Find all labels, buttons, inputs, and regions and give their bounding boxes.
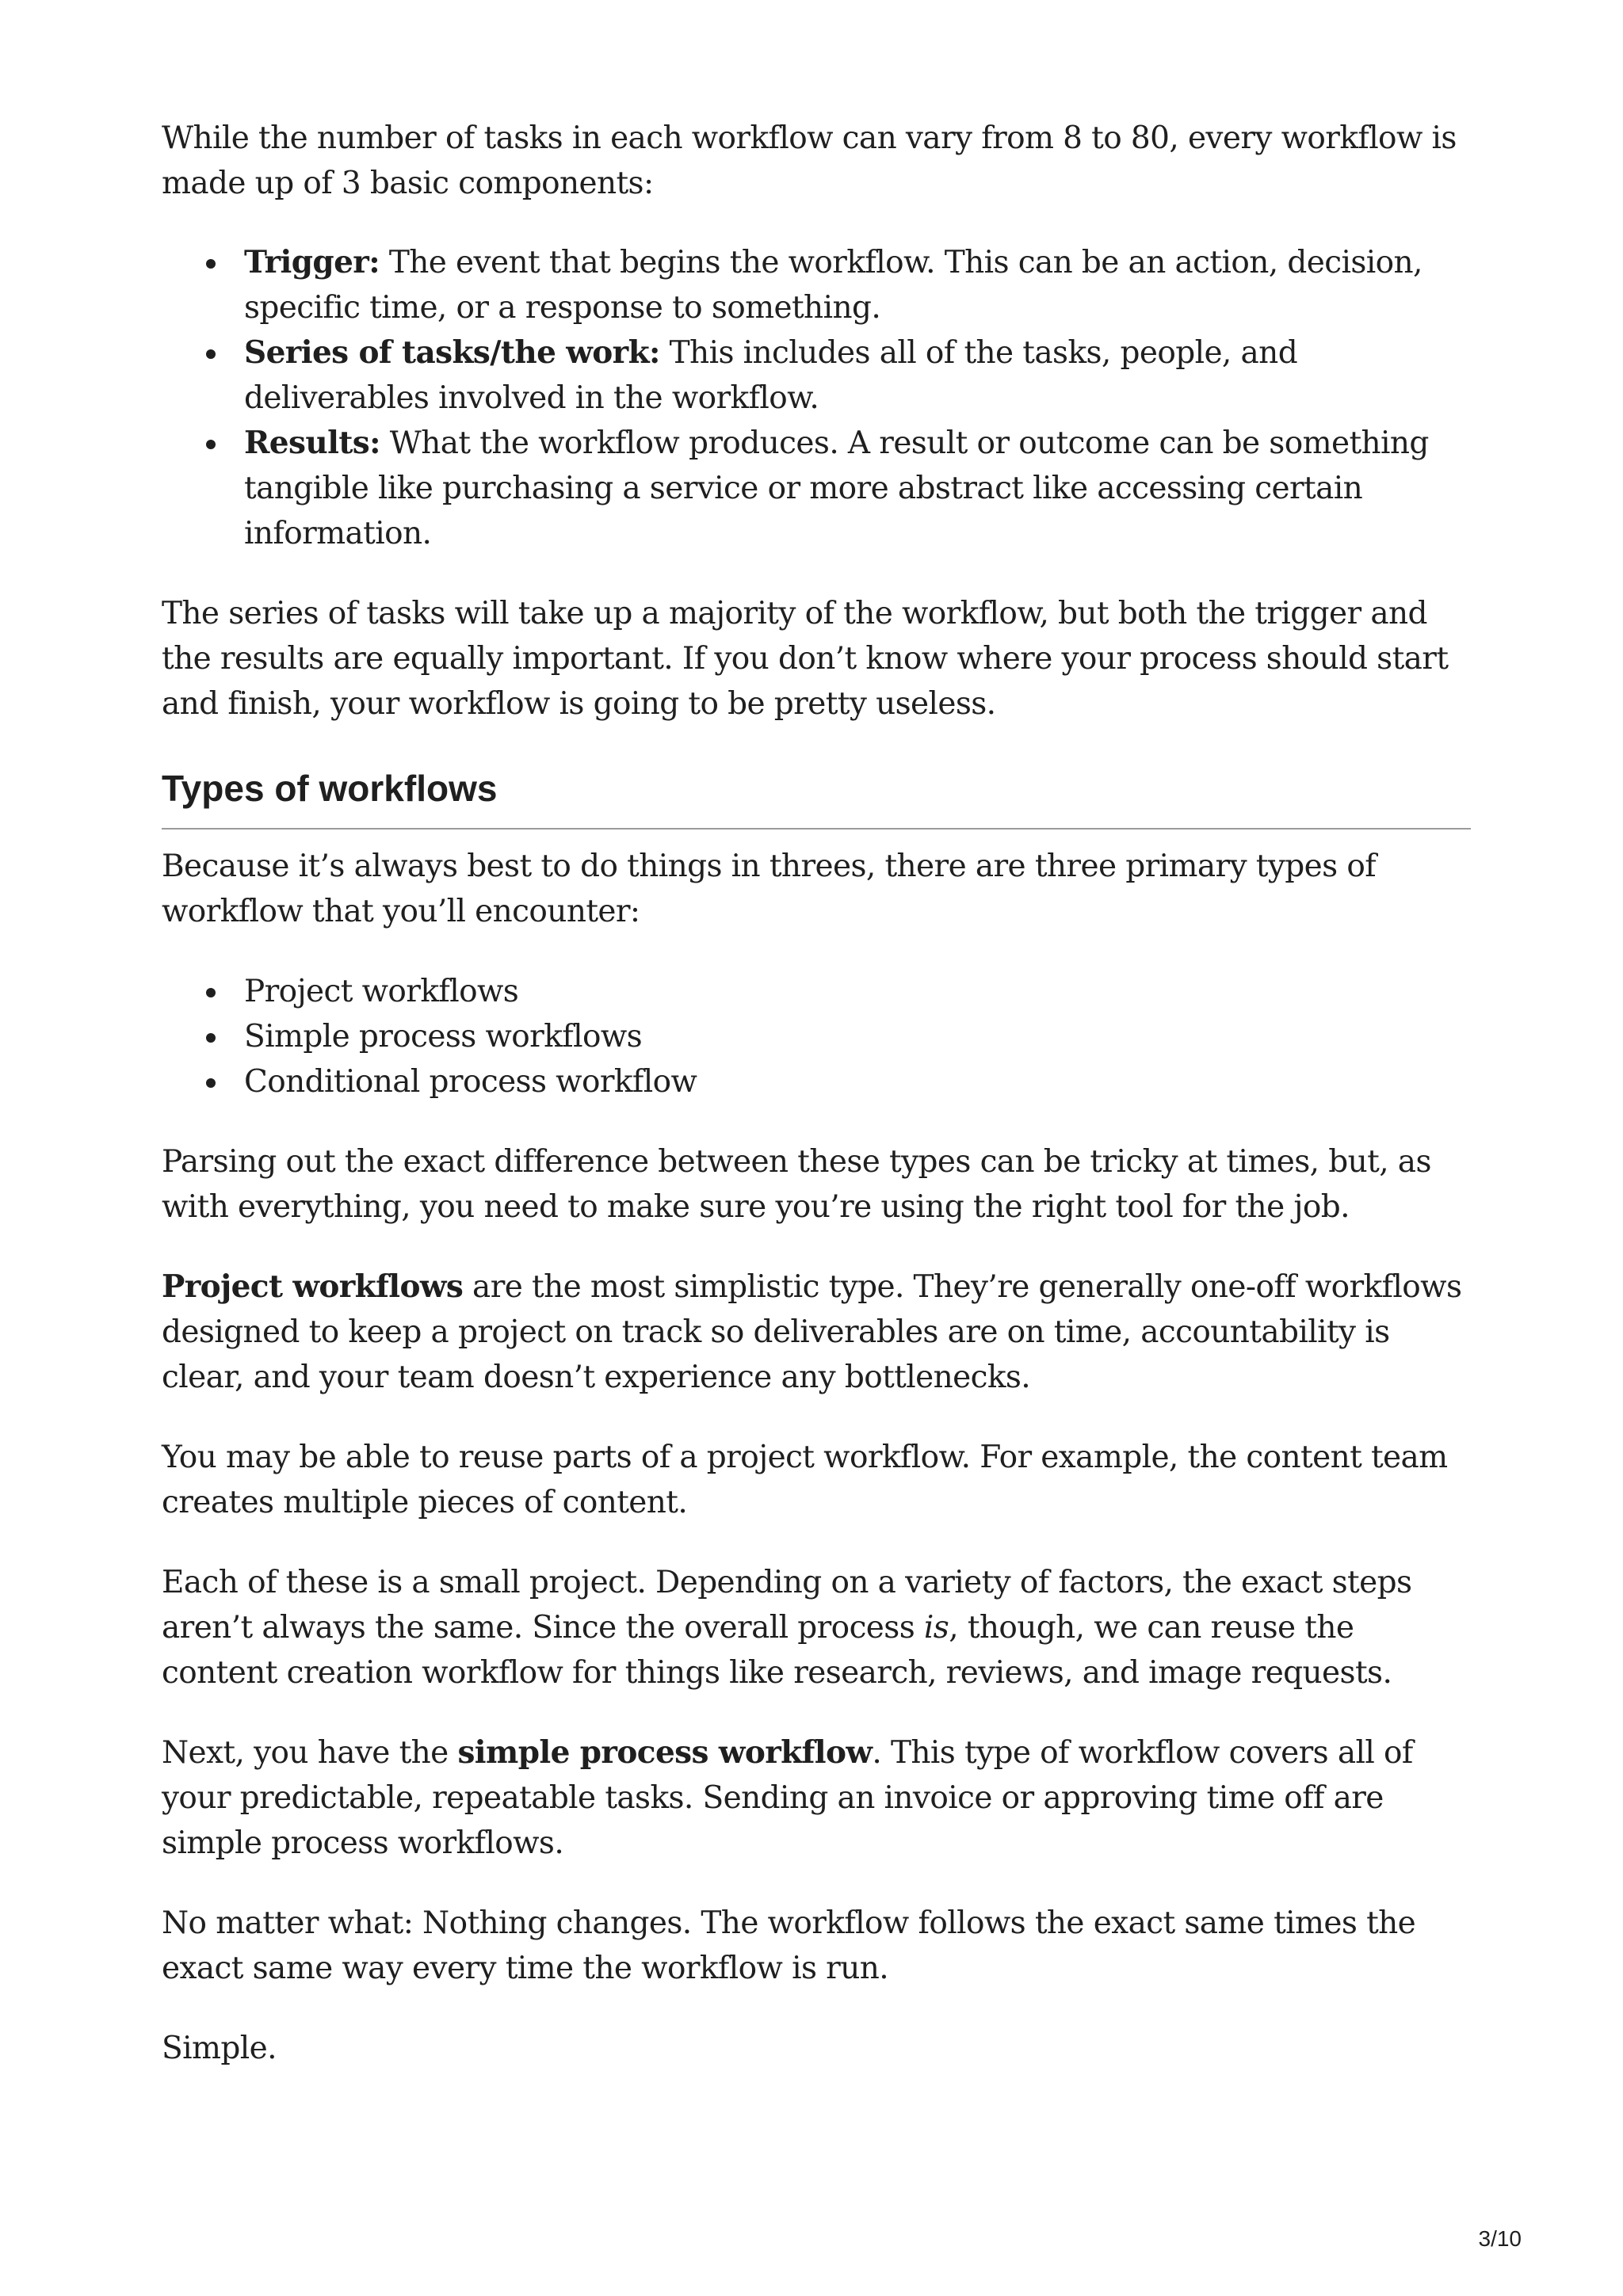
component-term: Results: <box>244 425 380 461</box>
reuse-paragraph: You may be able to reuse parts of a project workflow. For example, the content team creates multiple pieces of content. <box>162 1440 1448 1520</box>
intro-paragraph: While the number of tasks in each workflow can vary from 8 to 80, every workflow is made up of 3 basic components: <box>162 120 1457 201</box>
component-term: Series of tasks/the work: <box>244 334 660 371</box>
emphasis-term: Project workflows <box>162 1268 464 1305</box>
list-item <box>162 240 1471 330</box>
no-matter-paragraph: No matter what: Nothing changes. The workflow follows the exact same times the exact same way every time the workflow is run. <box>162 1905 1416 1986</box>
list-item: Project workflows <box>162 969 1471 1014</box>
component-term: Trigger: <box>244 244 380 280</box>
heading-divider <box>162 828 1471 830</box>
list-item: Simple process workflows <box>162 1014 1471 1059</box>
paragraph-text: . This type of workflow covers all of your predictable, repeatable tasks. Sending an invoice or approving time off are simple process workflows. <box>162 1735 1413 1861</box>
paragraph-text: , though, we can reuse the content creation workflow for things like research, reviews, and image requests. <box>162 1610 1392 1691</box>
components-list <box>162 240 1471 556</box>
component-description: This includes all of the tasks, people, and deliverables involved in the workflow. <box>244 335 1298 416</box>
list-item: Conditional process workflow <box>162 1059 1471 1104</box>
project-workflows-paragraph <box>162 1264 1471 1400</box>
paragraph-text: are the most simplistic type. They’re generally one-off workflows designed to keep a project on track so deliverables are on time, accountability is clear, and your team doesn’t experience any bottlenecks. <box>162 1269 1462 1395</box>
page-number: 3/10 <box>1478 2226 1522 2251</box>
list-item <box>162 421 1471 556</box>
paragraph-text: Next, you have the <box>162 1735 458 1771</box>
parsing-paragraph: Parsing out the exact difference between these types can be tricky at times, but, as with everything, you need to make sure you’re using the right tool for the job. <box>162 1144 1431 1225</box>
italic-term: is <box>923 1610 949 1646</box>
small-project-paragraph <box>162 1560 1471 1695</box>
document-body <box>162 116 1471 2071</box>
paragraph-text: Each of these is a small project. Depending on a variety of factors, the exact steps aren’t always the same. Since the overall process <box>162 1565 1412 1646</box>
workflow-types-list <box>162 969 1471 1104</box>
emphasis-term: simple process workflow <box>457 1734 873 1771</box>
types-intro-paragraph: Because it’s always best to do things in threes, there are three primary types of workflow that you’ll encounter: <box>162 849 1377 929</box>
section-heading: Types of workflows <box>162 768 498 809</box>
series-paragraph: The series of tasks will take up a majority of the workflow, but both the trigger and the results are equally important. If you don’t know where your process should start and finish, your workflow is going to be pretty useless. <box>162 596 1449 722</box>
component-description: The event that begins the workflow. This can be an action, decision, specific time, or a response to something. <box>244 245 1423 326</box>
list-item <box>162 330 1471 421</box>
component-description: What the workflow produces. A result or outcome can be something tangible like purchasing a service or more abstract like accessing certain information. <box>244 425 1429 551</box>
simple-process-paragraph <box>162 1730 1471 1866</box>
simple-paragraph: Simple. <box>162 2031 277 2066</box>
